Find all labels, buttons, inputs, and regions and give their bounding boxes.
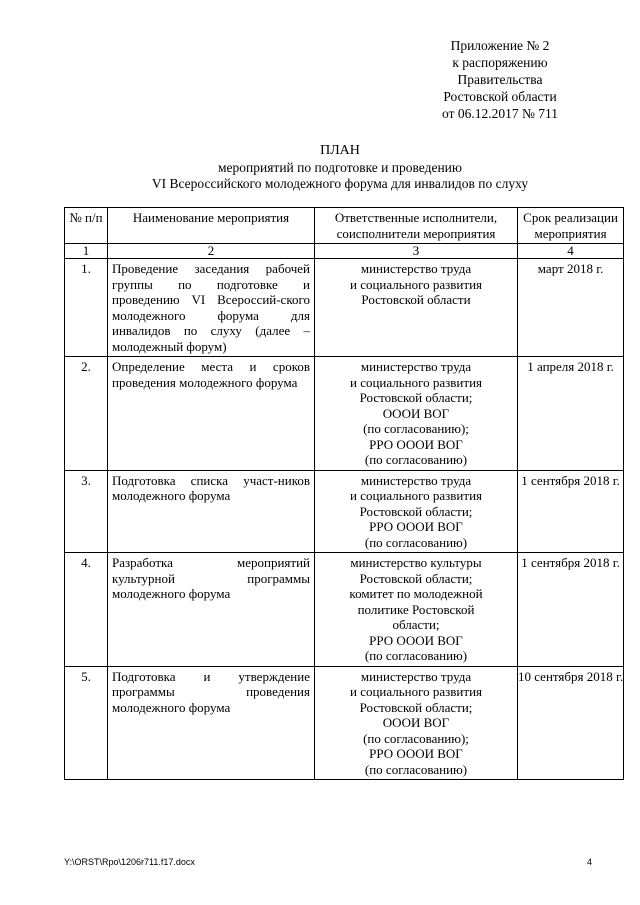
table-row [65, 357, 624, 471]
responsible-line: РРО ОООИ ВОГ [369, 436, 463, 452]
responsible-line: РРО ОООИ ВОГ [369, 519, 463, 534]
plan-title: ПЛАН [320, 143, 360, 158]
header-deadline: Срок реализации мероприятия [518, 208, 624, 244]
row-deadline [518, 666, 624, 780]
deadline-text: март 2018 г. [537, 261, 604, 276]
deadline-text: 1 сентября 2018 г. [521, 472, 620, 488]
row-num: 2. [65, 357, 108, 471]
responsible-line: РРО ОООИ ВОГ [369, 746, 463, 761]
row-deadline [518, 259, 624, 357]
column-index: 3 [315, 244, 518, 259]
responsible-line: министерство труда [360, 359, 472, 374]
table-row [65, 470, 624, 553]
column-index: 2 [108, 244, 315, 259]
appendix-line: к распоряжению [452, 55, 548, 70]
responsible-line: и социального развития [349, 684, 483, 699]
responsible-line: Ростовской области; [359, 699, 473, 715]
responsible-line: (по согласованию); [363, 421, 469, 436]
row-name: Подготовка и утверждение программы проведения молодежного форума [108, 666, 315, 780]
responsible-line: Ростовской области [361, 292, 471, 307]
table-row [65, 666, 624, 780]
header-name: Наименование мероприятия [108, 208, 315, 244]
responsible-line: области; [392, 617, 440, 632]
responsible-line: министерство культуры [350, 555, 482, 570]
footer-file-path: Y:\ORST\Rpo\1206r711.f17.docx [64, 857, 195, 867]
row-num: 3. [65, 470, 108, 553]
responsible-line: министерство труда [360, 261, 472, 276]
responsible-line: политике Ростовской [357, 601, 475, 617]
responsible-line: (по согласованию) [364, 648, 468, 663]
appendix-line: Правительства [457, 72, 543, 87]
row-responsible [315, 470, 518, 553]
responsible-line: и социального развития [349, 276, 483, 292]
column-index: 1 [65, 244, 108, 259]
row-name: Определение места и сроков проведения молодежного форума [108, 357, 315, 471]
row-deadline [518, 357, 624, 471]
table-row [65, 553, 624, 667]
row-responsible [315, 357, 518, 471]
row-num: 5. [65, 666, 108, 780]
column-index-row [65, 244, 624, 259]
row-name: Разработка мероприятий культурной программы молодежного форума [108, 553, 315, 667]
row-num: 1. [65, 259, 108, 357]
row-responsible [315, 259, 518, 357]
responsible-line: Ростовской области; [359, 503, 473, 519]
responsible-line: и социального развития [349, 488, 483, 503]
row-responsible [315, 553, 518, 667]
appendix-line: от 06.12.2017 № 711 [442, 106, 558, 121]
responsible-line: РРО ОООИ ВОГ [369, 632, 463, 648]
appendix-line: Приложение № 2 [450, 38, 550, 53]
responsible-line: (по согласованию) [364, 534, 468, 550]
plan-heading [60, 143, 620, 193]
table-row [65, 259, 624, 357]
deadline-text: 1 апреля 2018 г. [527, 359, 614, 374]
plan-table [64, 207, 624, 780]
plan-subtitle-1: мероприятий по подготовке и проведению [217, 159, 462, 175]
row-deadline [518, 553, 624, 667]
plan-subtitle-2: VI Всероссийского молодежного форума для инвалидов по слуху [151, 176, 529, 191]
appendix-line: Ростовской области [443, 89, 557, 104]
row-num: 4. [65, 553, 108, 667]
responsible-line: (по согласованию) [364, 761, 468, 777]
header-num: № п/п [65, 208, 108, 244]
deadline-text: 10 сентября 2018 г. [518, 668, 624, 684]
appendix-block [410, 37, 590, 122]
row-deadline [518, 470, 624, 553]
row-responsible [315, 666, 518, 780]
responsible-line: Ростовской области; [359, 390, 473, 405]
row-name: Проведение заседания рабочей группы по подготовке и проведению VI Всероссий-ского молодежного форума для инвалидов по слуху (далее – молодежный форум) [108, 259, 315, 357]
deadline-text: 1 сентября 2018 г. [521, 555, 620, 570]
responsible-line: министерство труда [360, 668, 472, 684]
row-name: Подготовка списка участ-ников молодежного форума [108, 470, 315, 553]
responsible-line: (по согласованию); [363, 730, 469, 746]
footer-page-number: 4 [587, 857, 593, 867]
responsible-line: ОООИ ВОГ [382, 405, 450, 421]
responsible-line: Ростовской области; [359, 570, 473, 586]
table-header-row [65, 208, 624, 244]
header-responsible: Ответственные исполнители, соисполнители мероприятия [315, 208, 518, 244]
responsible-line: и социального развития [349, 374, 483, 390]
responsible-line: министерство труда [360, 472, 472, 488]
responsible-line: ОООИ ВОГ [382, 715, 450, 730]
responsible-line: комитет по молодежной [349, 586, 483, 601]
column-index: 4 [518, 244, 624, 259]
responsible-line: (по согласованию) [364, 452, 468, 467]
